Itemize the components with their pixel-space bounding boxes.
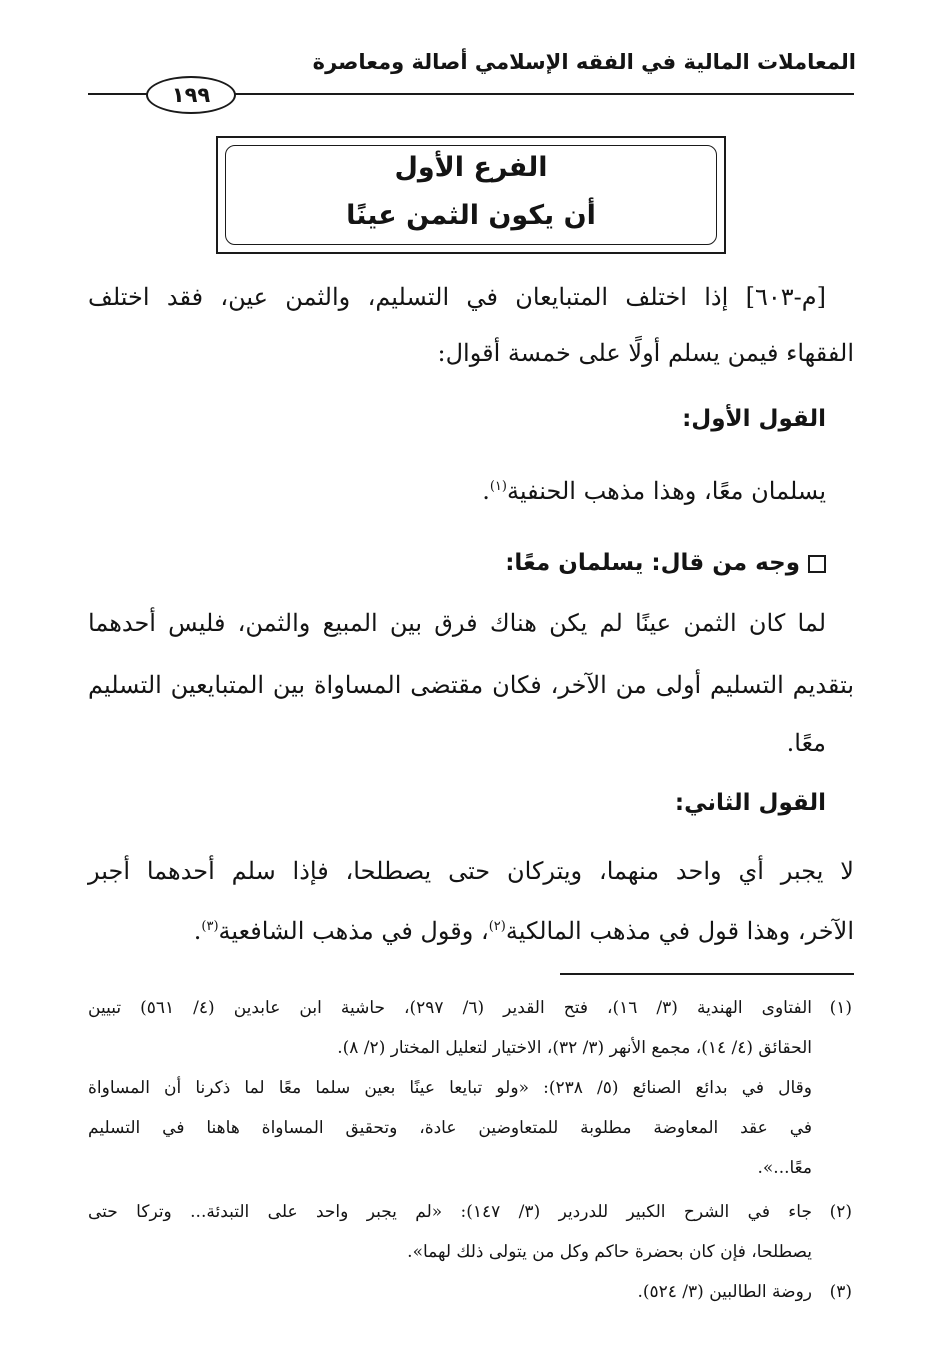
footnote-1-line1 bbox=[88, 992, 852, 1025]
first-opinion-body: يسلمان معًا، وهذا مذهب الحنفية bbox=[506, 477, 826, 505]
running-header-title: المعاملات المالية في الفقه الإسلامي أصالة ومعاصرة bbox=[312, 50, 856, 74]
heading-reason-text: وجه من قال: يسلمان معًا: bbox=[505, 550, 800, 576]
footnote-1-number: (١) bbox=[829, 998, 852, 1018]
footnote-ref-1: (١) bbox=[489, 479, 507, 494]
footnote-1-text1: الفتاوى الهندية (٣/ ١٦)، فتح القدير (٦/ ٢٩٧)، حاشية ابن عابدين (٤/ ٥٦١) تبيين bbox=[88, 998, 812, 1018]
footnote-3-text: روضة الطالبين (٣/ ٥٢٤). bbox=[637, 1282, 812, 1302]
heading-first-opinion: القول الأول: bbox=[682, 406, 826, 432]
second-opinion-end: . bbox=[193, 917, 202, 945]
footnote-1-line2: الحقائق (٤/ ١٤)، مجمع الأنهر (٣/ ٣٢)، الاختيار لتعليل المختار (٢/ ٨). bbox=[337, 1038, 812, 1058]
heading-second-opinion: القول الثاني: bbox=[674, 790, 826, 816]
paragraph-intro-line1: [م-٦٠٣] إذا اختلف المتبايعان في التسليم، والثمن عين، فقد اختلف bbox=[88, 283, 826, 311]
reason-line3: معًا. bbox=[786, 729, 826, 757]
footnote-3-number: (٣) bbox=[829, 1282, 852, 1302]
footnote-1-line3: وقال في بدائع الصنائع (٥/ ٢٣٨): «ولو تبايعا عينًا بعين سلما معًا لما ذكرنا أن المساواة bbox=[88, 1078, 812, 1098]
second-opinion-line1: لا يجبر أي واحد منهما، ويتركان حتى يصطلحا، فإذا سلم أحدهما أجبر bbox=[88, 857, 854, 885]
footnote-1-line4: في عقد المعاوضة مطلوبة للمتعاوضين عادة، وتحقيق المساواة هاهنا في التسليم bbox=[88, 1118, 812, 1138]
second-opinion-line2 bbox=[88, 900, 854, 958]
footnote-2-line1 bbox=[88, 1196, 852, 1229]
paragraph-intro-line2: الفقهاء فيمن يسلم أولًا على خمسة أقوال: bbox=[437, 339, 854, 367]
footnote-1-line5: معًا...». bbox=[757, 1158, 812, 1178]
section-title-line2: أن يكون الثمن عينًا bbox=[346, 200, 596, 231]
footnote-2-number: (٢) bbox=[829, 1202, 852, 1222]
footnote-2-text1: جاء في الشرح الكبير للدردير (٣/ ١٤٧): «لم يجبر واحد على التبدئة... وتركا حتى bbox=[88, 1202, 812, 1222]
second-opinion-text-b: ، وقول في مذهب الشافعية bbox=[218, 917, 489, 945]
reason-line2: بتقديم التسليم أولى من الآخر، فكان مقتضى المساواة بين المتبايعين التسليم bbox=[88, 671, 854, 699]
first-opinion-end: . bbox=[482, 477, 490, 505]
footnote-ref-2: (٢) bbox=[488, 919, 506, 934]
heading-first-opinion-reason bbox=[88, 536, 826, 590]
reason-line1: لما كان الثمن عينًا لم يكن هناك فرق بين المبيع والثمن، فليس أحدهما bbox=[88, 609, 826, 637]
second-opinion-text-a: الآخر، وهذا قول في مذهب المالكية bbox=[505, 917, 854, 945]
footnote-3 bbox=[88, 1276, 852, 1309]
page-number: ١٩٩ bbox=[146, 76, 236, 114]
section-title-frame bbox=[216, 136, 726, 254]
first-opinion-text bbox=[88, 460, 826, 518]
footnote-separator bbox=[560, 973, 854, 975]
footnote-2-line2: يصطلحا، فإن كان بحضرة حاكم وكل من يتولى ذلك لهما». bbox=[407, 1242, 812, 1262]
checkbox-square-icon bbox=[808, 555, 826, 573]
section-title-line1: الفرع الأول bbox=[394, 152, 548, 183]
footnote-ref-3: (٣) bbox=[201, 919, 219, 934]
